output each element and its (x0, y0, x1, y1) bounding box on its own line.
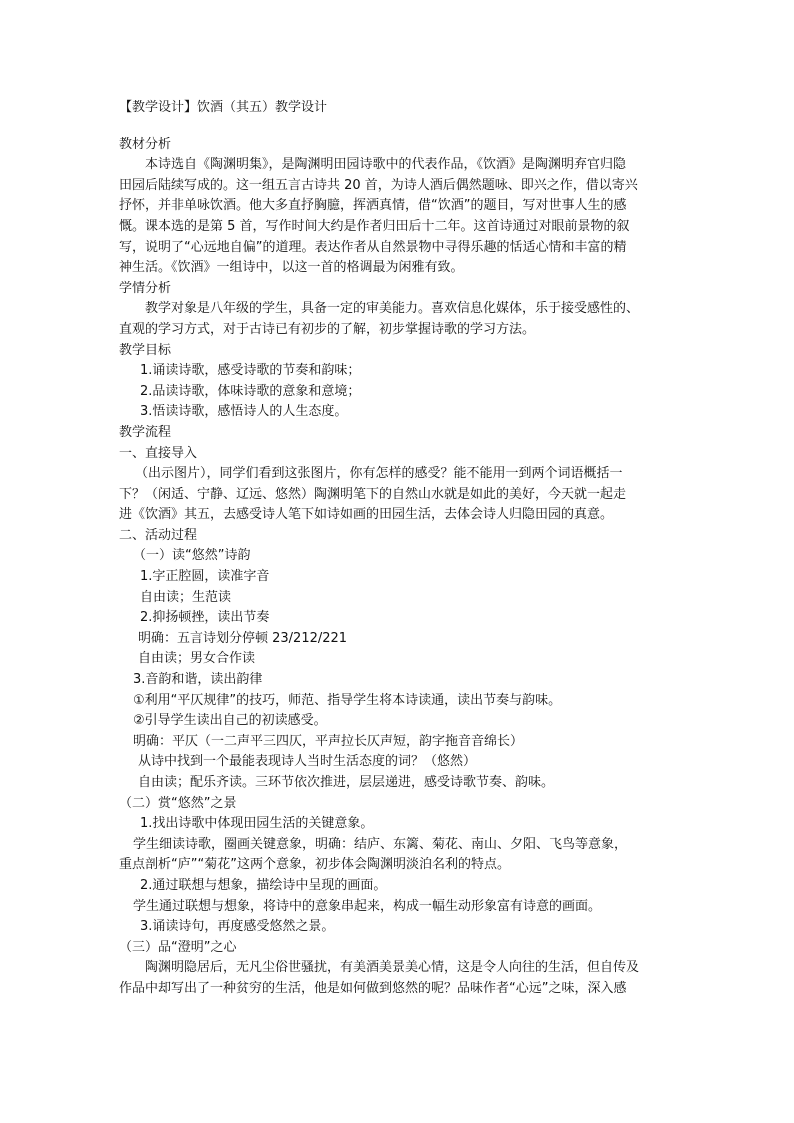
part1-line: 3.音韵和谐，读出韵律 (133, 672, 263, 688)
material-paragraph-line: 写，说明了“心远地自偏”的道理。表达作者从自然景物中寻得乐趣的恬适心情和丰富的精 (119, 239, 627, 255)
intro-paragraph-line: 下？（闲适、宁静、辽远、悠然）陶渊明笔下的自然山水就是如此的美好，今天就一起走 (119, 486, 627, 502)
part1-line: 自由读；生范读 (140, 589, 232, 605)
material-paragraph-line: 神生活。《饮酒》一组诗中，以这一首的格调最为闲雅有致。 (119, 260, 464, 276)
part1-line: 1.字正腔圆，读准字音 (140, 569, 270, 585)
section-heading-learner: 学情分析 (119, 280, 172, 296)
material-paragraph-line: 慨。课本选的是第 5 首，写作时间大约是作者归田后十二年。这首诗通过对眼前景物的叙 (119, 218, 630, 234)
intro-paragraph-line: 进《饮酒》其五，去感受诗人笔下如诗如画的田园生活，去体会诗人归隐田园的真意。 (119, 507, 614, 523)
part1-line: 自由读；配乐齐读。三环节依次推进，层层递进，感受诗歌节奏、韵味。 (138, 775, 555, 790)
part3-line: 陶渊明隐居后，无凡尘俗世骚扰，有美酒美景美心情，这是令人向往的生活，但自传及 (145, 960, 640, 976)
goal-item: 1.诵读诗歌，感受诗歌的节奏和韵味； (140, 363, 361, 379)
part3-line: 作品中却写出了一种贫穷的生活，他是如何做到悠然的呢？品味作者“心远”之味，深入感 (119, 980, 627, 996)
document-page (119, 98, 679, 1000)
part2-line: 重点剖析“庐”“菊花”这两个意象，初步体会陶渊明淡泊名利的特点。 (119, 857, 510, 873)
part1-heading: （一）读“悠然”诗韵 (133, 548, 251, 564)
goal-item: 2.品读诗歌，体味诗歌的意象和意境； (140, 383, 361, 399)
part1-line: ①利用“平仄规律”的技巧，师范、指导学生将本诗读通，读出节奏与韵味。 (133, 692, 562, 708)
part1-line: 明确：平仄（一二声平三四仄，平声拉长仄声短，韵字拖音音绵长） (133, 733, 524, 749)
section-heading-material: 教材分析 (119, 136, 172, 152)
goal-item: 3.悟读诗歌，感悟诗人的人生态度。 (140, 404, 348, 420)
material-paragraph-line: 本诗选自《陶渊明集》，是陶渊明田园诗歌中的代表作品，《饮酒》是陶渊明弃官归隐 (145, 157, 627, 173)
part3-heading: （三）品“澄明”之心 (119, 939, 237, 955)
part1-line: 明确：五言诗划分停顿 23/212/221 (138, 630, 348, 646)
section-heading-goals: 教学目标 (119, 342, 172, 358)
subsection-heading-intro: 一、直接导入 (119, 445, 198, 461)
part1-line: 从诗中找到一个最能表现诗人当时生活态度的词？（悠然） (138, 754, 477, 770)
part1-line: ②引导学生读出自己的初读感受。 (133, 713, 327, 729)
part1-line: 2.抑扬顿挫，读出节奏 (140, 610, 270, 626)
part2-line: 3.诵读诗句，再度感受悠然之景。 (140, 919, 335, 935)
part2-line: 学生通过联想与想象，将诗中的意象串起来，构成一幅生动形象富有诗意的画面。 (133, 898, 602, 914)
document-title: 【教学设计】饮酒（其五）教学设计 (119, 100, 328, 115)
subsection-heading-activity: 二、活动过程 (119, 527, 198, 543)
learner-paragraph-line: 直观的学习方式，对于古诗已有初步的了解，初步掌握诗歌的学习方法。 (119, 321, 536, 337)
material-paragraph-line: 抒怀，并非单咏饮酒。他大多直抒胸臆，挥洒真情，借“饮酒”的题目，写对世事人生的感 (119, 198, 627, 214)
section-heading-process: 教学流程 (119, 424, 172, 440)
intro-paragraph-line: （出示图片），同学们看到这张图片，你有怎样的感受？能不能用一到两个词语概括一 (135, 466, 623, 482)
part2-heading: （二）赏“悠然”之景 (119, 795, 237, 811)
material-paragraph-line: 田园后陆续写成的。这一组五言古诗共 20 首，为诗人酒后偶然题咏、即兴之作，借以寄兴 (119, 177, 638, 193)
part2-line: 1.找出诗歌中体现田园生活的关键意象。 (140, 816, 374, 832)
part2-line: 2.通过联想与想象，描绘诗中呈现的画面。 (140, 877, 387, 893)
learner-paragraph-line: 教学对象是八年级的学生，具备一定的审美能力。喜欢信息化媒体，乐于接受感性的、 (145, 301, 640, 317)
part1-line: 自由读；男女合作读 (138, 651, 256, 667)
part2-line: 学生细读诗歌，圈画关键意象，明确：结庐、东篱、菊花、南山、夕阳、飞鸟等意象， (133, 836, 628, 852)
